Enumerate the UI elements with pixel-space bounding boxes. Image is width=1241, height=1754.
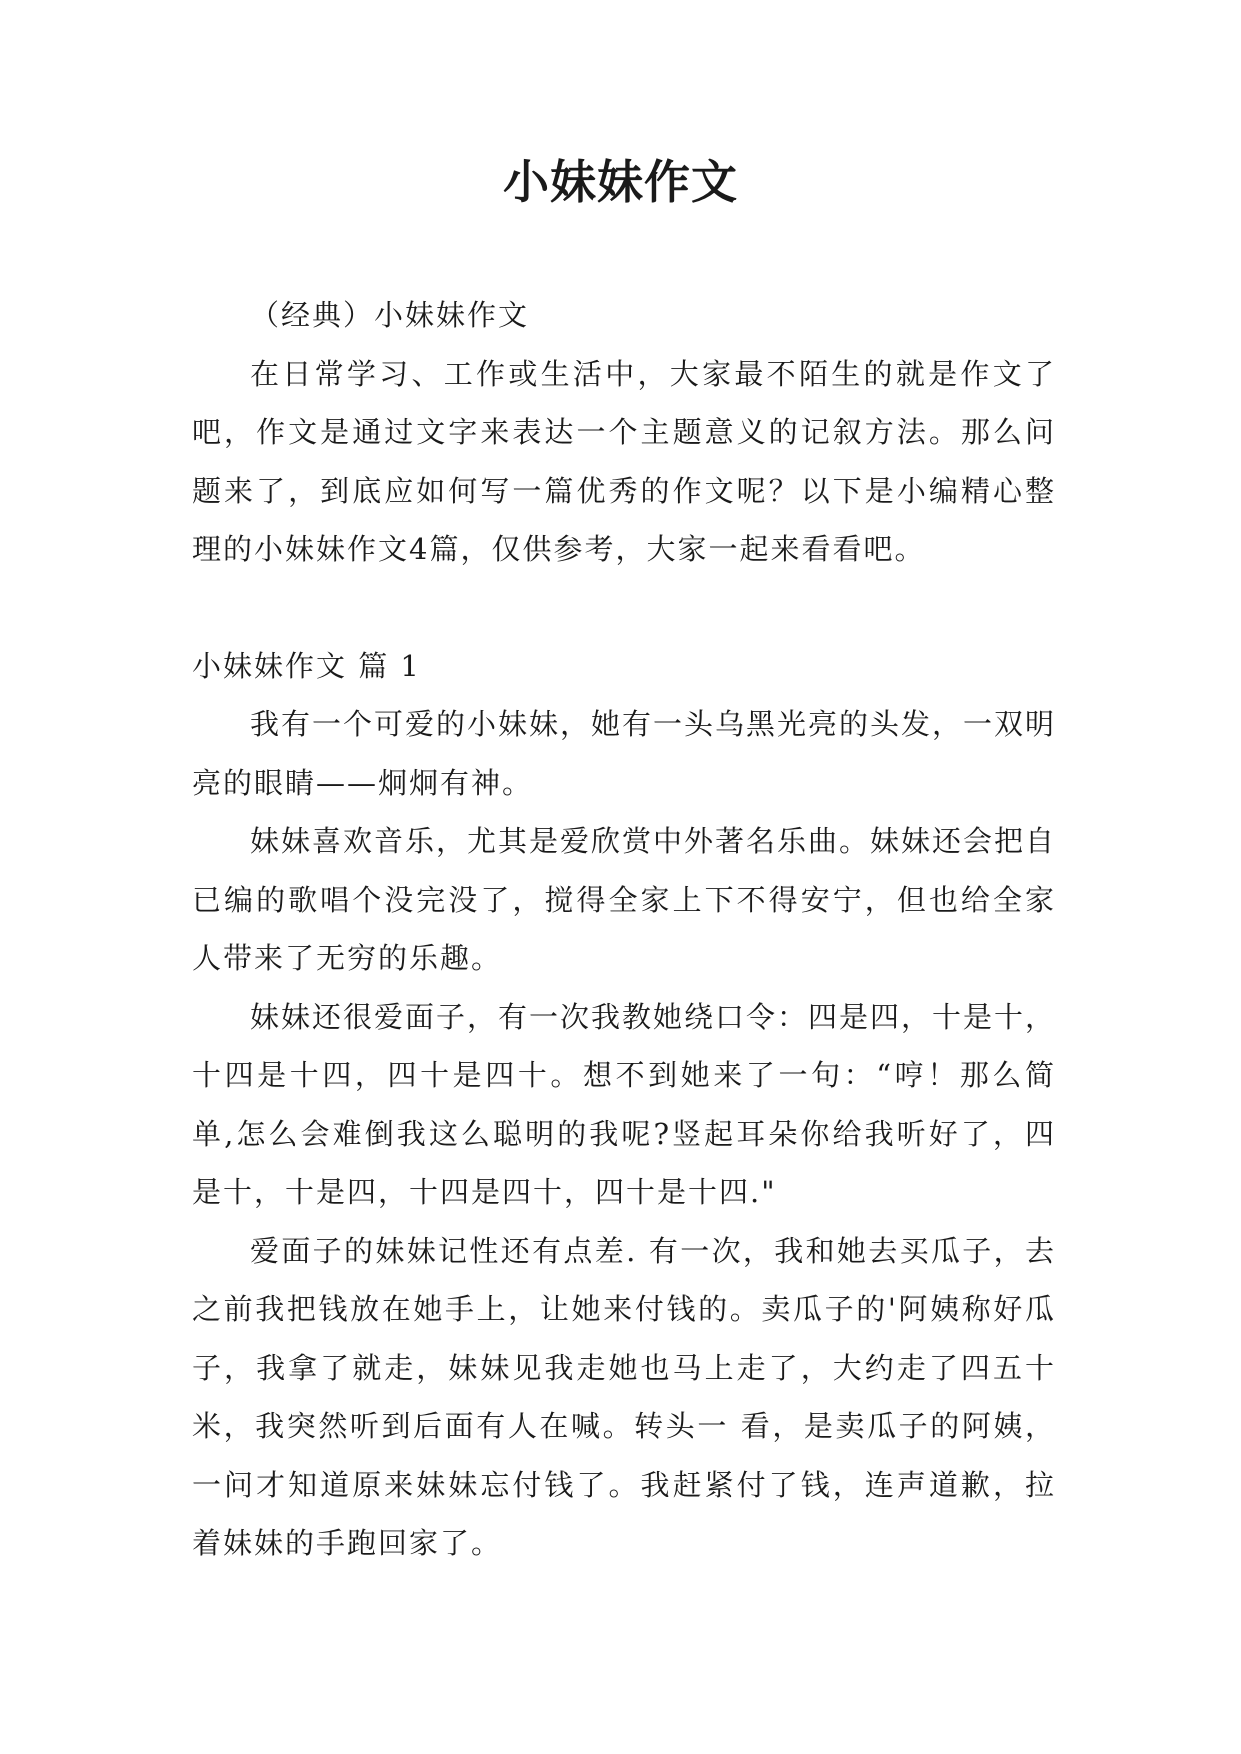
document-subtitle: （经典）小妹妹作文 xyxy=(250,298,530,332)
section-spacer xyxy=(192,579,1056,637)
body-paragraph: 妹妹喜欢音乐，尤其是爱欣赏中外著名乐曲。妹妹还会把自已编的歌唱个没完没了，搅得全家上下不得安宁，但也给全家人带来了无穷的乐趣。 xyxy=(192,824,1057,975)
document-title: 小妹妹作文 xyxy=(503,155,738,209)
document-body xyxy=(192,286,1056,1573)
body-paragraph: 我有一个可爱的小妹妹，她有一头乌黑光亮的头发，一双明亮的眼睛——炯炯有神。 xyxy=(192,707,1057,800)
section-heading: 小妹妹作文 篇 1 xyxy=(192,648,421,683)
body-paragraph: 爱面子的妹妹记性还有点差. 有一次，我和她去买瓜子，去之前我把钱放在她手上，让她来付钱的。卖瓜子的'阿姨称好瓜子，我拿了就走，妹妹见我走她也马上走了，大约走了四五十米，我突然听到后面有人在喊。转头一 看，是卖瓜子的阿姨，一问才知道原来妹妹忘付钱了。我赶紧付了钱，连声道歉，拉着妹妹的手跑回家了。 xyxy=(192,1233,1056,1560)
body-paragraph: 妹妹还很爱面子，有一次我教她绕口令：四是四，十是十，十四是十四，四十是四十。想不到她来了一句：“哼！那么简单,怎么会难倒我这么聪明的我呢?竖起耳朵你给我听好了，四是十，十是四，十四是四十，四十是十四." xyxy=(192,999,1057,1209)
intro-paragraph: 在日常学习、工作或生活中，大家最不陌生的就是作文了吧，作文是通过文字来表达一个主题意义的记叙方法。那么问题来了，到底应如何写一篇优秀的作文呢？以下是小编精心整理的小妹妹作文4篇，仅供参考，大家一起来看看吧。 xyxy=(192,356,1056,566)
